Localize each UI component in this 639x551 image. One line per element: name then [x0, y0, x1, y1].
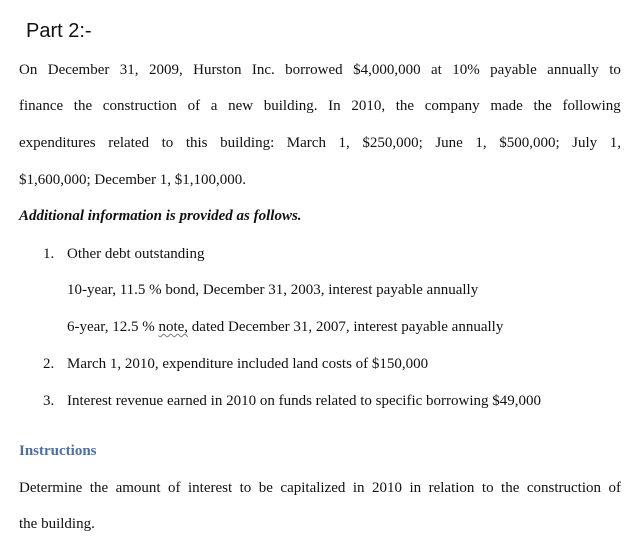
- word: this: [185, 135, 208, 151]
- word: 2010,: [351, 98, 386, 114]
- word: Hurston: [193, 62, 242, 78]
- spellcheck-word-note: note,: [158, 319, 189, 335]
- word: the: [89, 480, 109, 496]
- word: $500,000;: [499, 135, 560, 151]
- intro-line-1: [19, 61, 621, 79]
- word: annually: [547, 62, 599, 78]
- word: capitalized: [280, 480, 346, 496]
- instructions-heading: Instructions: [19, 443, 97, 459]
- word: 2009,: [148, 62, 183, 78]
- word: related: [108, 135, 150, 151]
- list-item-1-sub-bond: 10-year, 11.5 % bond, December 31, 2003, interest payable annually: [67, 282, 479, 298]
- word: construction: [102, 98, 177, 114]
- word: of: [608, 480, 621, 496]
- intro-line-2: [19, 97, 621, 115]
- word: construction: [526, 480, 601, 496]
- word: interest: [188, 480, 233, 496]
- word: payable: [490, 62, 537, 78]
- word: in: [409, 480, 422, 496]
- word: to: [239, 480, 252, 496]
- word: new: [228, 98, 254, 114]
- word: July: [572, 135, 598, 151]
- list-item-2-number: 2.: [43, 356, 55, 372]
- sub-note-prefix: 6-year, 12.5 %: [67, 319, 159, 335]
- list-item-3-number: 3.: [43, 393, 55, 409]
- additional-info-heading: Additional information is provided as follows.: [19, 208, 302, 224]
- word: Inc.: [251, 62, 275, 78]
- word: June: [435, 135, 463, 151]
- word: to: [161, 135, 174, 151]
- word: 10%: [452, 62, 480, 78]
- word: $4,000,000: [353, 62, 421, 78]
- word: relation: [428, 480, 475, 496]
- word: expenditures: [19, 135, 96, 151]
- instructions-line-2: the building.: [19, 516, 95, 532]
- word: to: [481, 480, 494, 496]
- word: company: [424, 98, 480, 114]
- word: $250,000;: [362, 135, 423, 151]
- intro-line-3: [19, 134, 621, 152]
- word: the: [395, 98, 415, 114]
- list-item-1-text: Other debt outstanding: [67, 246, 205, 262]
- sub-note-suffix: dated December 31, 2007, interest payable annually: [188, 319, 504, 335]
- word: 31,: [119, 62, 139, 78]
- intro-line-4: $1,600,000; December 1, $1,100,000.: [19, 172, 247, 188]
- word: 1,: [338, 135, 350, 151]
- word: 1,: [609, 135, 621, 151]
- list-item-2-text: March 1, 2010, expenditure included land costs of $150,000: [67, 356, 429, 372]
- word: the: [533, 98, 552, 114]
- word: a: [210, 98, 218, 114]
- word: 1,: [475, 135, 487, 151]
- word: following: [562, 98, 621, 114]
- word: March: [286, 135, 326, 151]
- word: 2010: [372, 480, 402, 496]
- word: borrowed: [285, 62, 343, 78]
- list-item-1-number: 1.: [43, 246, 55, 262]
- word: December: [47, 62, 110, 78]
- word: at: [430, 62, 442, 78]
- word: of: [187, 98, 201, 114]
- word: be: [258, 480, 273, 496]
- word: in: [352, 480, 365, 496]
- word: to: [609, 62, 621, 78]
- word: made: [490, 98, 523, 114]
- word: Determine: [19, 480, 83, 496]
- instructions-line-1: [19, 479, 621, 497]
- page-title: Part 2:-: [26, 20, 92, 42]
- word: of: [168, 480, 181, 496]
- list-item-1-sub-note: [67, 318, 503, 336]
- word: In: [328, 98, 341, 114]
- word: finance: [19, 98, 64, 114]
- word: amount: [115, 480, 161, 496]
- word: the: [501, 480, 520, 496]
- word: building:: [220, 135, 275, 151]
- word: On: [19, 62, 38, 78]
- list-item-3-text: Interest revenue earned in 2010 on funds related to specific borrowing $49,000: [67, 393, 542, 409]
- word: building.: [263, 98, 318, 114]
- word: the: [73, 98, 93, 114]
